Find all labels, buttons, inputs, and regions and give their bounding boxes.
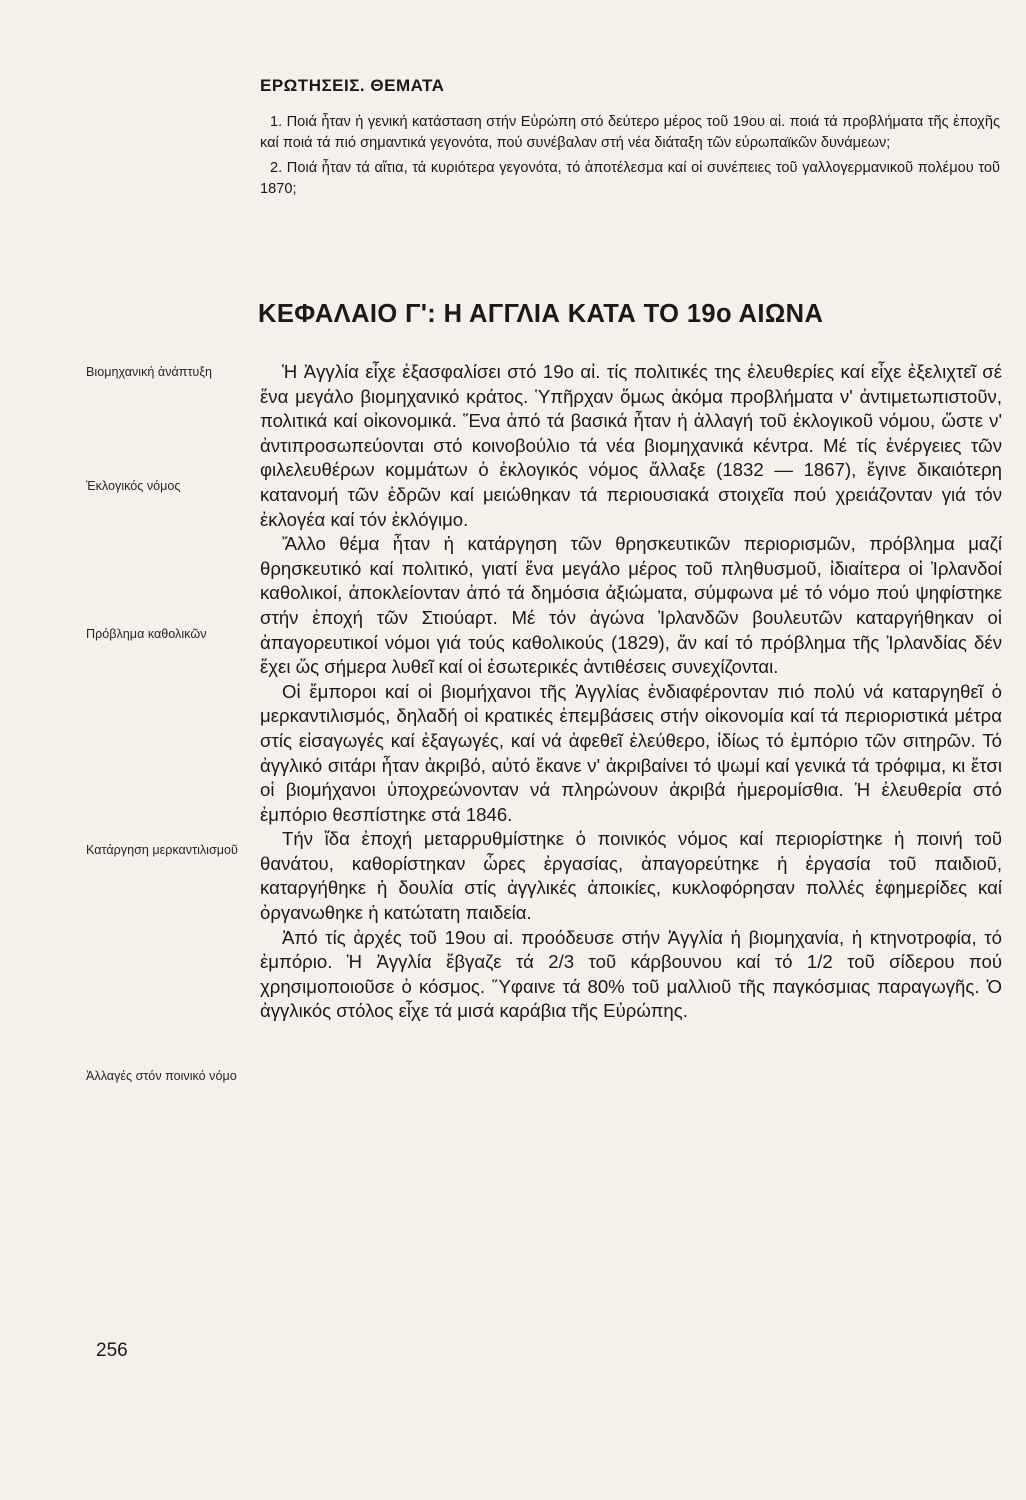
questions-list <box>260 112 1000 204</box>
chapter-title: ΚΕΦΑΛΑΙΟ Γ': Η ΑΓΓΛΙΑ ΚΑΤΑ ΤΟ 19ο ΑΙΩΝΑ <box>258 300 824 328</box>
questions-heading: ΕΡΩΤΗΣΕΙΣ. ΘΕΜΑΤΑ <box>260 76 445 95</box>
question-item: 1. Ποιά ἦταν ἡ γενική κατάσταση στήν Εὐρώπη στό δεύτερο μέρος τοῦ 19ου αἰ. ποιά τά προβλήματα τῆς ἐποχῆς καί ποιά τά πιό σημαντικά γεγονότα, πού συνέβαλαν στή νέα διάταξη τῶν εὐρωπαϊκῶν δυνάμεων; <box>260 114 1000 151</box>
margin-note-penal-law: Ἀλλαγές στόν ποινικό νόμο <box>86 1069 237 1083</box>
page-number: 256 <box>96 1340 128 1361</box>
margin-note-mercantilism: Κατάργηση μερκαντιλισμοῦ <box>86 843 238 857</box>
margin-note-catholic-problem: Πρόβλημα καθολικῶν <box>86 627 207 641</box>
paragraph: Ἡ Ἀγγλία εἶχε ἐξασφαλίσει στό 19ο αἰ. τίς πολιτικές της ἐλευθερίες καί εἶχε ἐξελιχτεῖ σέ ἕνα μεγάλο βιομηχανικό κράτος. Ὑπῆρχαν ὅμως ἀκόμα προβλήματα ν' ἀντιμετωπιστοῦν, πολιτικά καί οἰκονομικά. Ἕνα ἀπό τά βασικά ἦταν ἡ ἀλλαγή τοῦ ἐκλογικοῦ νόμου, ὥστε ν' ἀντιπροσωπεύονται στό κοινοβούλιο τά νέα βιομηχανικά κέντρα. Μέ τίς ἐνέργειες τῶν φιλελευθέρων κομμάτων ὁ ἐκλογικός νόμος ἄλλαξε (1832 — 1867), ἔγινε δικαιότερη κατανομή τῶν ἑδρῶν καί μειώθηκαν τά περιουσιακά στοιχεῖα πού χρειάζονταν γιά τόν ἐκλογέα καί τόν ἐκλόγιμο. <box>260 361 1002 530</box>
margin-note-industrial-development: Βιομηχανική ἀνάπτυξη <box>86 365 212 379</box>
paragraph: Τήν ἴδα ἐποχή μεταρρυθμίστηκε ὁ ποινικός νόμος καί περιορίστηκε ἡ ποινή τοῦ θανάτου, καθορίστηκαν ὧρες ἐργασίας, ἀπαγορεύτηκε ἡ ἐργασία τοῦ παιδιοῦ, καταργήθηκε ἡ δουλία στίς ἀγγλικές ἀποικίες, κυκλοφόρησαν πολλές ἐφημερίδες καί ὀργανωθηκε ἡ κατώτατη παιδεία. <box>260 828 1002 924</box>
question-item: 2. Ποιά ἦταν τά αἴτια, τά κυριότερα γεγονότα, τό ἀποτέλεσμα καί οἱ συνέπειες τοῦ γαλλογερμανικοῦ πολέμου τοῦ 1870; <box>260 160 1000 197</box>
paragraph: Οἱ ἔμποροι καί οἱ βιομήχανοι τῆς Ἀγγλίας ἐνδιαφέρονταν πιό πολύ νά καταργηθεῖ ὁ μερκαντιλισμός, δηλαδή οἱ κρατικές ἐπεμβάσεις στήν οἰκονομία καί τά περιοριστικά μέτρα στίς εἰσαγωγές καί ἐξαγωγές, καί νά ἀφεθεῖ ἐλεύθερο, ἰδίως τό ἐμπόριο τῶν σιτηρῶν. Τό ἀγγλικό σιτάρι ἦταν ἀκριβό, αὐτό ἔκανε ν' ἀκριβαίνει τό ψωμί καί γενικά τά τρόφιμα, κι ἔτσι οἱ βιομήχανοι ὑποχρεώνονταν νά πληρώνουν ἀκριβά ἡμερομίσθια. Ἡ ἐλευθερία στό ἐμπόριο θεσπίστηκε στά 1846. <box>260 680 1002 825</box>
paragraph: Ἀπό τίς ἀρχές τοῦ 19ου αἰ. προόδευσε στήν Ἀγγλία ἡ βιομηχανία, ἡ κτηνοτροφία, τό ἐμπόριο. Ἡ Ἀγγλία ἔβγαζε τά 2/3 τοῦ κάρβουνου καί τό 1/2 τοῦ σίδερου πού χρησιμοποιοῦσε ὁ κόσμος. Ὕφαινε τά 80% τοῦ μαλλιοῦ τῆς παγκόσμιας παραγωγῆς. Ὁ ἀγγλικός στόλος εἶχε τά μισά καράβια τῆς Εὐρώπης. <box>260 926 1002 1022</box>
margin-note-electoral-law: Ἐκλογικός νόμος <box>86 479 181 493</box>
chapter-body <box>260 360 1002 1024</box>
paragraph: Ἄλλο θέμα ἦταν ἡ κατάργηση τῶν θρησκευτικῶν περιορισμῶν, πρόβλημα μαζί θρησκευτικό καί πολιτικό, γιατί ἕνα μεγάλο μέρος τοῦ πληθυσμοῦ, ἰδιαίτερα οἱ Ἰρλανδοί καθολικοί, ἀποκλείονταν ἀπό τά δημόσια ἀξιώματα, σύμφωνα μέ τό νόμο πού ψηφίστηκε στήν ἐποχή τῶν Στιούαρτ. Μέ τόν ἀγώνα Ἰρλανδῶν βουλευτῶν καταργήθηκαν οἱ ἀπαγορευτικοί νόμοι γιά τούς καθολικούς (1829), ἄν καί τό πρόβλημα τῆς Ἰρλανδίας δέν ἔχει ὥς σήμερα λυθεῖ καί οἱ ἐσωτερικές ἀντιθέσεις συνεχίζονται. <box>260 533 1002 678</box>
